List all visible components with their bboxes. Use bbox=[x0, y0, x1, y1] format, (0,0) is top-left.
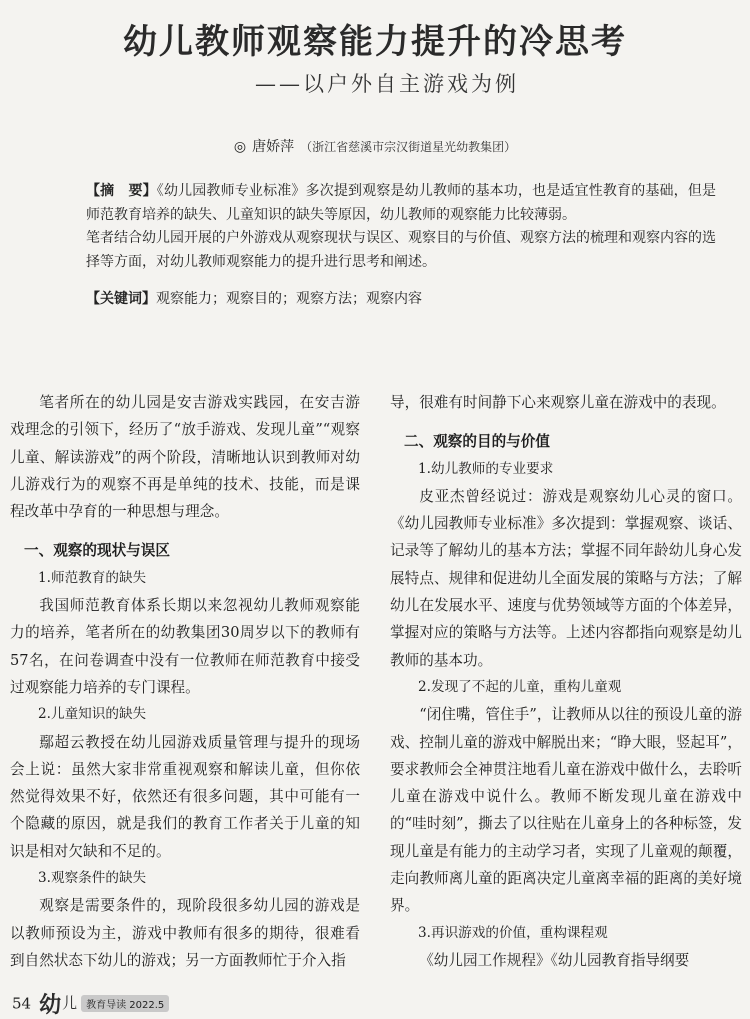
paragraph-2-1: 皮亚杰曾经说过：游戏是观察幼儿心灵的窗口。《幼儿园教师专业标准》多次提到：掌握观察、谈话、记录等了解幼儿的基本方法；掌握不同年龄幼儿身心发展特点、规律和促进幼儿全面发展的策略与方法；了解幼儿在发展水平、速度与优势领域等方面的个体差异，掌握对应的策略与方法等。上述内容都指向观察是幼儿教师的基本功。 bbox=[390, 487, 742, 669]
subheading-1-1: 1.师范教育的缺失 bbox=[38, 569, 147, 586]
page-footer bbox=[12, 988, 169, 1018]
subheading-2-2: 2.发现了不起的儿童，重构儿童观 bbox=[418, 678, 622, 695]
author-name: 唐娇萍 bbox=[252, 139, 295, 155]
bullet-mark: ◎ bbox=[233, 139, 247, 155]
keywords-label: 【关键词】 bbox=[86, 291, 156, 307]
page-number: 54 bbox=[12, 994, 32, 1013]
journal-issue-badge: 教育导读 2022.5 bbox=[81, 995, 169, 1012]
keywords bbox=[86, 288, 726, 308]
section-heading-1: 一、观察的现状与误区 bbox=[24, 542, 170, 560]
paragraph-2-2: “闭住嘴，管住手”，让教师从以往的预设儿童的游戏、控制儿童的游戏中解脱出来；“睁大眼，竖起耳”，要求教师会全神贯注地看儿童在游戏中做什么，去聆听儿童在游戏中说什么。教师不断发现儿童在游戏中的“哇时刻”，撕去了以往贴在儿童身上的各种标签，发现儿童是有能力的主动学习者，实现了儿童观的颠覆，走向教师离儿童的距离决定儿童离幸福的距离的美好境界。 bbox=[390, 706, 742, 915]
paragraph-1-1: 我国师范教育体系长期以来忽视幼儿教师观察能力的培养，笔者所在的幼教集团30周岁以下的教师有57名，在问卷调查中没有一位教师在师范教育中接受过观察能力培养的专门课程。 bbox=[10, 597, 360, 696]
journal-logo: 幼 bbox=[39, 993, 62, 1018]
intro-paragraph: 笔者所在的幼儿园是安吉游戏实践园，在安吉游戏理念的引领下，经历了“放手游戏、发现儿童”“观察儿童、解读游戏”的两个阶段，清晰地认识到教师对幼儿游戏行为的观察不再是单纯的技术、技能，而是课程改革中孕育的一种思想与理念。 bbox=[10, 394, 360, 521]
byline bbox=[0, 136, 750, 156]
continued-paragraph: 导，很难有时间静下心来观察儿童在游戏中的表现。 bbox=[390, 394, 726, 411]
section-heading-2: 二、观察的目的与价值 bbox=[404, 433, 550, 451]
abstract-paragraph-1 bbox=[86, 180, 716, 227]
subheading-1-2: 2.儿童知识的缺失 bbox=[38, 706, 147, 723]
author-affiliation: （浙江省慈溪市宗汉街道星光幼教集团） bbox=[300, 140, 517, 154]
abstract-label: 【摘 要】 bbox=[86, 183, 157, 199]
article-title: 幼儿教师观察能力提升的冷思考 bbox=[123, 22, 627, 62]
paragraph-2-3: 《幼儿园工作规程》《幼儿园教育指导纲要 bbox=[419, 951, 690, 969]
journal-logo-sub: 儿 bbox=[62, 994, 78, 1012]
abstract-text-2: 笔者结合幼儿园开展的户外游戏从观察现状与误区、观察目的与价值、观察方法的梳理和观察内容的选择等方面，对幼儿教师观察能力的提升进行思考和阐述。 bbox=[86, 230, 716, 270]
subheading-2-3: 3.再识游戏的价值，重构课程观 bbox=[418, 924, 608, 941]
article-subtitle: ——以户外自主游戏为例 bbox=[255, 72, 519, 96]
paragraph-1-2: 鄢超云教授在幼儿园游戏质量管理与提升的现场会上说：虽然大家非常重视观察和解读儿童，但你依然觉得效果不好，依然还有很多问题，其中可能有一个隐藏的原因，就是我们的教育工作者关于儿童的知识是相对欠缺和不足的。 bbox=[10, 733, 360, 860]
abstract-text-1: 《幼儿园教师专业标准》多次提到观察是幼儿教师的基本功，也是适宜性教育的基础，但是师范教育培养的缺失、儿童知识的缺失等原因，幼儿教师的观察能力比较薄弱。 bbox=[86, 183, 716, 223]
left-column bbox=[10, 389, 360, 974]
right-column bbox=[390, 389, 742, 974]
subheading-1-3: 3.观察条件的缺失 bbox=[38, 870, 147, 887]
subheading-2-1: 1.幼儿教师的专业要求 bbox=[418, 460, 554, 477]
abstract bbox=[86, 180, 716, 274]
keywords-text: 观察能力；观察目的；观察方法；观察内容 bbox=[156, 291, 422, 307]
paragraph-1-3: 观察是需要条件的，现阶段很多幼儿园的游戏是以教师预设为主，游戏中教师有很多的期待，很难看到自然状态下幼儿的游戏；另一方面教师忙于介入指 bbox=[10, 897, 360, 969]
abstract-paragraph-2 bbox=[86, 227, 716, 274]
